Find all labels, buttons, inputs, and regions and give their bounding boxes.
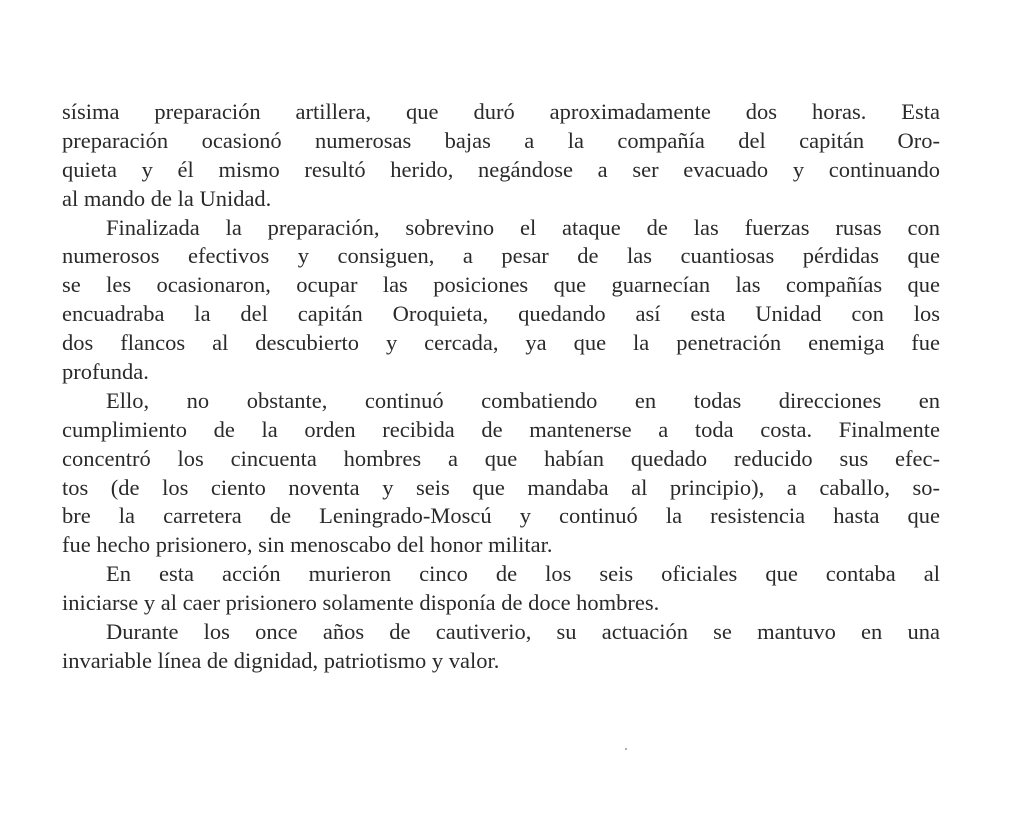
text-line: fue hecho prisionero, sin menoscabo del honor militar. xyxy=(62,532,553,558)
text-line: iniciarse y al caer prisionero solamente disponía de doce hombres. xyxy=(62,590,660,616)
text-line: numerosos efectivos y consiguen, a pesar de las cuantiosas pérdidas que xyxy=(62,243,940,269)
text-line: Durante los once años de cautiverio, su actuación se mantuvo en una xyxy=(106,619,940,645)
text-line: Ello, no obstante, continuó combatiendo en todas direcciones en xyxy=(106,387,940,413)
paragraph xyxy=(62,618,940,676)
text-line: En esta acción murieron cinco de los seis oficiales que contaba al xyxy=(106,561,940,587)
text-line: al mando de la Unidad. xyxy=(62,185,272,211)
text-line: encuadraba la del capitán Oroquieta, quedando así esta Unidad con los xyxy=(62,301,940,327)
text-line: tos (de los ciento noventa y seis que mandaba al principio), a caballo, so- xyxy=(62,474,940,500)
text-line: quieta y él mismo resultó herido, negándose a ser evacuado y continuando xyxy=(62,156,940,182)
text-line: se les ocasionaron, ocupar las posiciones que guarnecían las compañías que xyxy=(62,272,940,298)
text-line: profunda. xyxy=(62,359,149,385)
text-line: invariable línea de dignidad, patriotismo y valor. xyxy=(62,647,500,673)
text-line: dos flancos al descubierto y cercada, ya que la penetración enemiga fue xyxy=(62,330,940,356)
text-line: cumplimiento de la orden recibida de mantenerse a toda costa. Finalmente xyxy=(62,416,940,442)
paragraph xyxy=(62,387,940,560)
text-line: bre la carretera de Leningrado-Moscú y continuó la resistencia hasta que xyxy=(62,503,940,529)
text-line: preparación ocasionó numerosas bajas a la compañía del capitán Oro- xyxy=(62,127,940,153)
text-line: concentró los cincuenta hombres a que habían quedado reducido sus efec- xyxy=(62,445,940,471)
scan-speck xyxy=(625,748,627,750)
text-line: sísima preparación artillera, que duró aproximadamente dos horas. Esta xyxy=(62,99,940,124)
paragraph xyxy=(62,98,940,214)
paragraph xyxy=(62,214,940,387)
document-body xyxy=(62,98,940,676)
paragraph xyxy=(62,560,940,618)
text-line: Finalizada la preparación, sobrevino el ataque de las fuerzas rusas con xyxy=(106,214,940,240)
